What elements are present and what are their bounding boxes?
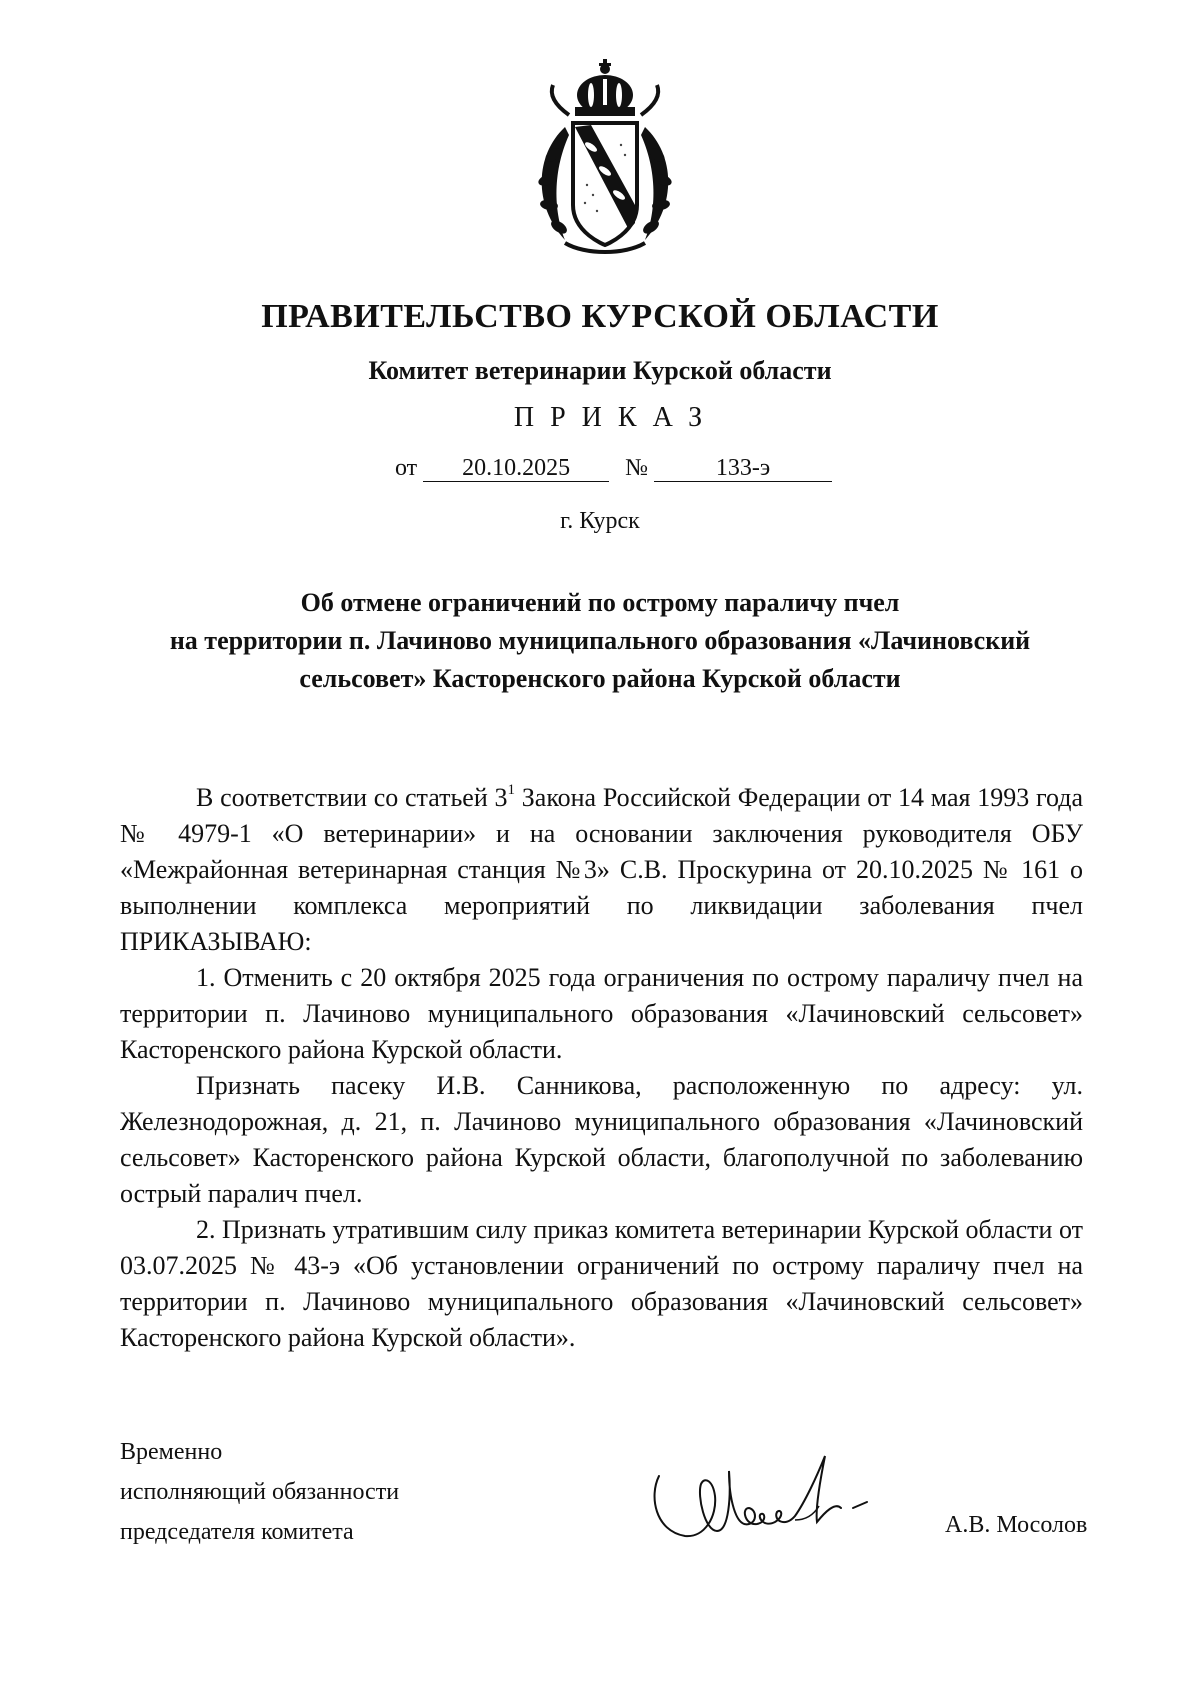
position-line: председателя комитета: [120, 1519, 354, 1545]
committee-name: Комитет ветеринарии Курской области: [368, 356, 832, 385]
position-line: Временно: [120, 1439, 223, 1465]
signatory-position: [120, 1432, 399, 1552]
preamble-rest: Закона Российской Федерации от 14 мая 1993 года № 4979-1 «О ветеринарии» и на основании заключения руководителя ОБУ «Межрайонная ветеринарная станция №3» С.В. Проскурина от 20.10.2025 № 161 о выполнении комплекса мероприятий по ликвидации заболевания пчел ПРИКАЗЫВАЮ:: [120, 783, 1083, 956]
order-subject: [120, 584, 1080, 698]
article-superscript: 1: [507, 782, 516, 798]
subject-line: сельсовет» Касторенского района Курской области: [299, 664, 901, 693]
body-paragraph-item-2: 2. Признать утратившим силу приказ комитета ветеринарии Курской области от 03.07.2025 № 43-э «Об установлении ограничений по острому параличу пчел на территории п. Лачиново муниципального образования «Лачиновский сельсовет» Касторенского района Курской области».: [120, 1215, 1083, 1352]
position-line: исполняющий обязанности: [120, 1479, 400, 1505]
order-number: 133-э: [654, 455, 832, 482]
government-title: ПРАВИТЕЛЬСТВО КУРСКОЙ ОБЛАСТИ: [261, 298, 939, 335]
date-prefix: от: [395, 455, 418, 481]
order-date: 20.10.2025: [423, 455, 609, 482]
coat-of-arms-icon: [525, 55, 685, 265]
body-paragraph-apiary: Признать пасеку И.В. Санникова, расположенную по адресу: ул. Железнодорожная, д. 21, п. Лачиново муниципального образования «Лачиновский сельсовет» Касторенского района Курской области, благополучной по заболеванию острый паралич пчел.: [120, 1071, 1083, 1208]
body-paragraph-preamble: [120, 780, 1083, 960]
subject-line: Об отмене ограничений по острому параличу пчел: [300, 588, 900, 617]
number-prefix: №: [625, 455, 649, 481]
city-name: г. Курск: [560, 508, 640, 534]
handwritten-signature-icon: [645, 1436, 895, 1556]
subject-line: на территории п. Лачиново муниципального образования «Лачиновский: [169, 626, 1031, 655]
date-number-line: [395, 455, 855, 482]
signatory-name: А.В. Мосолов: [945, 1512, 1088, 1538]
document-type: ПРИКАЗ: [513, 402, 719, 433]
body-paragraph-item-1: 1. Отменить с 20 октября 2025 года ограничения по острому параличу пчел на территории п. Лачиново муниципального образования «Лачиновский сельсовет» Касторенского района Курской области.: [120, 963, 1083, 1064]
preamble-start: В соответствии со статьей 3: [196, 783, 508, 812]
order-body: [120, 780, 1083, 1356]
